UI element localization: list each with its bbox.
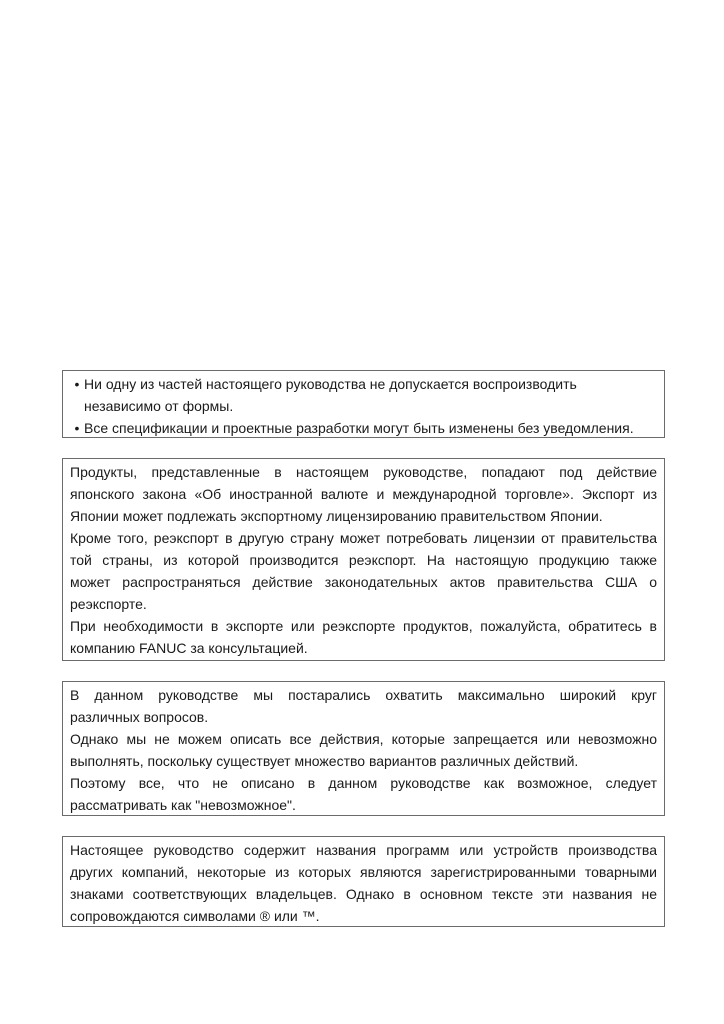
paragraph-line: выполнять, поскольку существует множество вариантов различных действий. bbox=[70, 753, 579, 769]
paragraph-line: В данном руководстве мы постарались охватить максимально широкий круг bbox=[70, 687, 657, 703]
paragraph-line: сопровождаются символами ® или ™. bbox=[70, 908, 320, 924]
reproduction-notice-box bbox=[62, 370, 665, 438]
paragraph-line: Продукты, представленные в настоящем руководстве, попадают под действие bbox=[70, 464, 657, 480]
paragraph-line: реэкспорте. bbox=[70, 596, 147, 612]
bullet-item bbox=[70, 373, 657, 395]
paragraph-line: Поэтому все, что не описано в данном руководстве как возможное, следует bbox=[70, 775, 657, 791]
paragraph-line: той страны, из которой производится реэкспорт. На настоящую продукцию также bbox=[70, 552, 657, 568]
paragraph-line: рассматривать как "невозможное". bbox=[70, 797, 296, 813]
paragraph-line: компанию FANUC за консультацией. bbox=[70, 640, 308, 656]
paragraph-line: знаками соответствующих владельцев. Однако в основном тексте эти названия не bbox=[70, 886, 657, 902]
bullet-item bbox=[70, 417, 657, 439]
paragraph-line: При необходимости в экспорте или реэкспорте продуктов, пожалуйста, обратитесь в bbox=[70, 618, 657, 634]
paragraph-line: Кроме того, реэкспорт в другую страну может потребовать лицензии от правительства bbox=[70, 530, 657, 546]
notice-text: независимо от формы. bbox=[84, 398, 234, 414]
export-notice-box bbox=[62, 458, 665, 661]
paragraph-line: других компаний, некоторые из которых являются зарегистрированными товарными bbox=[70, 864, 657, 880]
paragraph-line: Японии может подлежать экспортному лицензированию правительством Японии. bbox=[70, 508, 603, 524]
notice-text: Ни одну из частей настоящего руководства не допускается воспроизводить bbox=[84, 376, 577, 392]
paragraph-line: японского закона «Об иностранной валюте и международной торговле». Экспорт из bbox=[70, 486, 657, 502]
bullet-icon: • bbox=[74, 420, 80, 436]
scope-notice-box bbox=[62, 681, 665, 816]
notice-text: Все спецификации и проектные разработки могут быть изменены без уведомления. bbox=[84, 420, 634, 436]
paragraph-line: может распространяться действие законодательных актов правительства США о bbox=[70, 574, 657, 590]
paragraph-line: Однако мы не можем описать все действия, которые запрещается или невозможно bbox=[70, 731, 657, 747]
paragraph-line: Настоящее руководство содержит названия программ или устройств производства bbox=[70, 842, 657, 858]
paragraph-line: различных вопросов. bbox=[70, 709, 209, 725]
bullet-icon: • bbox=[74, 376, 80, 392]
trademark-notice-box bbox=[62, 836, 665, 927]
